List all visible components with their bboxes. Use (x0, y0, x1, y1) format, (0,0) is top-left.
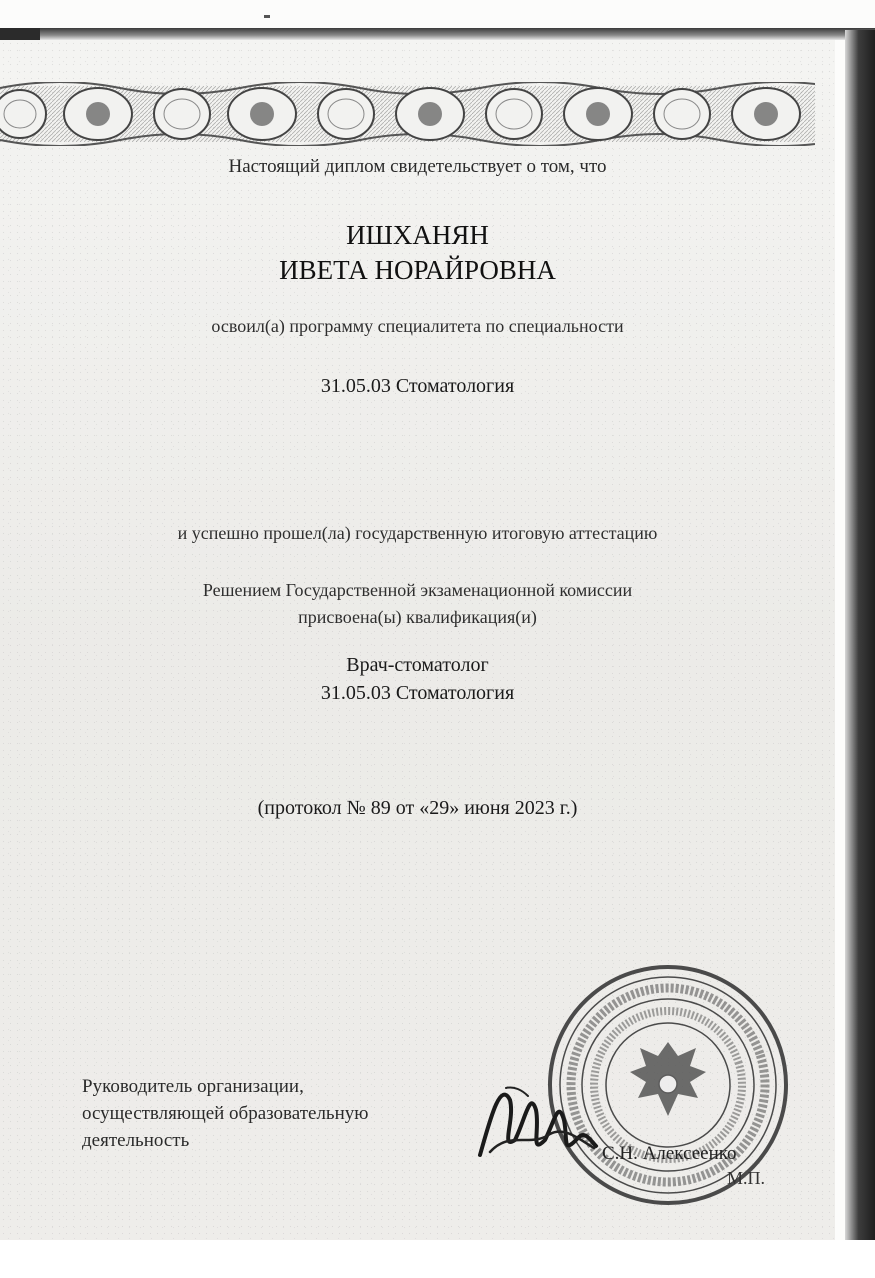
qualification-specialty: 31.05.03 Стоматология (320, 682, 515, 704)
protocol-reference: (протокол № 89 от «29» июня 2023 г.) (257, 797, 578, 819)
exam-statement: и успешно прошел(ла) государственную итоговую аттестацию (177, 523, 658, 543)
specialty-code: 31.05.03 Стоматология (320, 375, 515, 397)
bottom-margin (0, 1240, 875, 1278)
seal-place-mark: М.П. (727, 1168, 766, 1188)
top-scan-shadow (0, 28, 875, 40)
handwritten-signature (470, 1060, 600, 1170)
intro-statement: Настоящий диплом свидетельствует о том, что (228, 156, 607, 177)
scan-mark (264, 15, 270, 18)
eagle-emblem-icon (630, 1042, 706, 1116)
right-scan-edge (845, 30, 875, 1260)
signatory-line-1: Руководитель организации, (82, 1076, 304, 1097)
graduate-surname: ИШХАНЯН (346, 220, 489, 250)
signatory-title (82, 1073, 368, 1154)
commission-decision: Решением Государственной экзаменационной комиссии (202, 580, 633, 600)
graduate-given-names: ИВЕТА НОРАЙРОВНА (279, 255, 556, 285)
signatory-line-3: деятельность (82, 1130, 190, 1151)
guilloche-ornament-band (0, 82, 815, 146)
qualification-title: Врач-стоматолог (346, 654, 489, 676)
signatory-line-2: осуществляющей образовательную (82, 1103, 369, 1124)
signer-name: С.Н. Алексеенко (602, 1143, 737, 1164)
program-statement: освоил(а) программу специалитета по специальности (211, 316, 624, 336)
qualification-assigned: присвоена(ы) квалификация(и) (298, 607, 537, 627)
